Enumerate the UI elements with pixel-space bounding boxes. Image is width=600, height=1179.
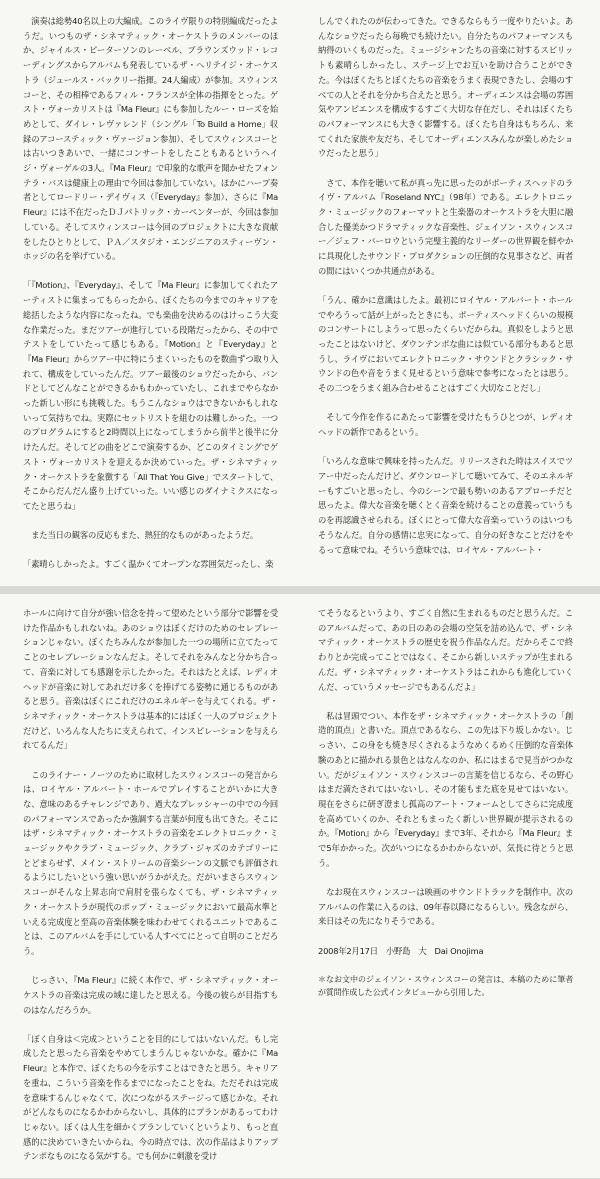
paragraph: このライナー・ノーツのために取材したスウィンスコーの発言からは、ロイヤル・アルバート・ホールでプレイすることがいかに大きな、意味のあるチャレンジであり、過大なプレッシャーの中での今回のパフォーマンスであったか強調する言葉が何度も出てきた。そこにはザ・シネマティック・オーケストラの音楽をエレクトロニック・ミュージックやクラブ・ミュージック、クラブ・ジャズのカテゴリーにとどまらせず、メイン・ストリームの音楽シーンの文脈でも評価されるようにしたいという強い思いがうかがえた。だがいまさらスウィンスコーがそんな上昇志向で肩肘を張らなくても、ザ・シネマティック・オーケストラが現代のポップ・ミュージックにおいて最高水準といえる完成度と至高の音楽体験を味わわせてくれるユニットであることは、このアルバムを手にしている人すべてにとって自明のことだろう。 xyxy=(23,769,278,956)
paragraph: なお現在スウィンスコーは映画のサウンドトラックを制作中。次のアルバムの作業に入るのは、09年春以降になるらしい。残念ながら、来日はその先になりそうである。 xyxy=(318,886,573,927)
paragraph: また当日の観客の反応もまた、熱狂的なものがあったようだ。 xyxy=(31,530,258,541)
quote-paragraph: 「素晴らしかったよ。すごく温かくてオープンな雰囲気だったし、楽 xyxy=(23,559,274,570)
quote-paragraph: 「『Motion』、『Everyday』、そして『Ma Fleur』に参加してくれたアーティストに集まってもらったから、ぼくたちの今までのキャリアを総括したような内容になったね。でも楽曲を決めるのはけっこう大変な作業だった。まだツアーが進行している段階だったから、その中でテストをしていたって感じもある。『Motion』と『Everyday』と『Ma Fleur』からツアー中に特にうまくいったものを数曲ずつ取り入れて、構成をしていったんだ。ツアー最後のショウだったから、バンドとしてどんなことができるかもわかっていたし、これまでやらなかった新しい形にも挑戦した。もうこんなショウはできないかもしれないって気持ちでね。実際にセットリストを組むのは難しかった。一つのプログラムにすると2時間以上になってしまうから前半と後半に分けたんだ。そしてどの曲をどこで演奏するか、どこのタイミングでゲスト・ヴォーカリストを迎えるか決めていった。ザ・シネマティック・オーケストラを象徴する「All That You Give」でスタートして、そこからだんだん盛り上げていった。いい感じのダイナミクスになってたと思うね」 xyxy=(23,280,278,511)
paragraph: しんでくれたのが伝わってきた。できるならもう一度やりたいよ。あんなショウだったら毎晩でも続けたい。自分たちのパフォーマンスも納得のいくものだった。ミュージシャンたちの音楽に対するスピリットも素晴らしかったし、ステージ上でお互いを助け合うことができた。今はぼくたちとぼくたちの音楽をうまく表現できたし、会場のすべての人とそれを分かち合えたと思う。オーディエンスは会場の雰囲気やアンビエンスを構成するすごく大切な存在だし、それはぼくたちのパフォーマンスにも大きく影響する。ぼくたち自身はもちろん、来てくれた家族や友だち、そしてオーディエンスみんなが楽しめたショウだったと思う」 xyxy=(318,16,573,159)
page-2-right-column xyxy=(318,606,573,1013)
quote-paragraph: 「ぼく自身は＜完成＞ということを目的にしてはいないんだ。もし完成したと思ったら音楽をやめてしまうんじゃないかな。確かに『Ma Fleur』と本作で、ぼくたちの今を示すことはできたと思う。キャリアを重ね、こういう音楽を作るまでになったことをね。ただそれは完成を意味するんじゃなくて、次につながるステージって感じかな。それがどんなものになるかわからないし、具体的にプランがあるってわけじゃない。ぼくは人生を細かくプランしていくというより、もっと直感的に決めていきたいからね。今の時点では、次の作品はよりアップテンポなものになる気がする。でも何かに刺激を受け xyxy=(23,1033,278,1162)
page-1-right-column xyxy=(318,14,573,572)
paragraph: そして今作を作るにあたって影響を受けたもうひとつが、レディオヘッドの新作であるという。 xyxy=(318,412,573,438)
liner-notes-page-1 xyxy=(0,0,600,586)
paragraph: じっさい、『Ma Fleur』に続く本作で、ザ・シネマティック・オーケストラの音楽は完成の域に達したと思える。今後の彼らが目指すものはなんだろうか。 xyxy=(23,975,278,1015)
page-1-left-column xyxy=(23,14,278,587)
page-2-left-column xyxy=(23,606,278,1179)
liner-notes-page-2 xyxy=(0,594,600,1178)
paragraph: ホールに向けて自分が強い信念を持って望めたという部分で影響を受けた作品かもしれないね。あのショウはぼくだけのためのセレブレーションじゃない。ぼくたちみんなが参加した一つの場所に立てたってことのセレブレーションなんだよ。そしてそれをみんなと分かち合って、音楽に対しても感謝を示したかった。それはたとえば、レディオヘッドが音楽に対してあれだけ多くを捧げてる姿勢に通じるものがあると思う。音楽はぼくにこれだけのエネルギーを与えてくれる。ザ・シネマティック・オーケストラは基本的にはぼく一人のプロジェクトだけど、いろんな人たちに支えられて、インスピレーションを与えられてるんだ」 xyxy=(23,608,278,751)
paragraph: 演奏は総勢40名以上の大編成。このライヴ限りの特別編成だったようだ。いつものザ・シネマティック・オーケストラのメンバーのほか、ジャイルス・ピーターソンのレーベル、ブラウンズウッド・レコーディングスからアルバムも発表しているザ・ヘリテイジ・オーケストラ（ジュールス・バックリー指揮。24人編成）が参加。スウィンスコーと、その相棒であるフィル・フランスが全体の指揮をとった。ゲスト・ヴォーカリストは『Ma Fleur』にも参加したルー・ローズを始めとして、ダイレ・レヴァレンド（シングル「To Build a Home」収録のアコースティック・ヴァージョン参加）、そしてスウィンスコーとは古いつきあいで、一緒にコンサートをしたこともあるというヘイジ・ヴォーゲルの3人。『Ma Fleur』で印象的な歌声を聞かせたフォンテラ・バスは健康上の理由で今回は参加していない。ほかにハープ奏者としてロードリー・デイヴィス（『Everyday』参加）、さらに『Ma Fleur』には不在だったＤＪパトリック・カーペンターが、今回は参加している。そしてスウィンスコーは今回のプロジェクトに大きな貢献をしたひとりとして、ＰＡ／スタジオ・エンジニアのスティーヴン・ホッジの名を挙げている。 xyxy=(23,16,278,262)
paragraph: てそうなるというより、すごく自然に生まれるものだと思うんだ。このアルバムだって、あの日のあの会場の空気を詰め込んで、ザ・シネマティック・オーケストラの歴史を祝う作品なんだ。だからそこで終わりとか完成ってことではなく、そこから新しいステップが生まれるんだ。ザ・シネマティック・オーケストラはこれからも進化していくんだ、っていうメッセージでもあるんだよ」 xyxy=(318,608,573,692)
author-signature: 2008年2月17日 小野島 大 Dai Onojima xyxy=(318,945,484,956)
quote-paragraph: 「いろんな意味で興味を持ったんだ。リリースされた時はスイスでツアー中だったんだけど、ダウンロードして聴いてみて、そのエネルギーもすごいと思ったし、今のシーンで最も勢いのあるアプローチだと思ったよ。偉大な音楽を聴くとく音楽を続けることの意義っていうものを再認識させられる。ぼくにとって偉大な音楽っていうのはいつもそうなんだ。自分の感情に忠実になって、自分の好きなことだけをやるって意味でね。そういう意味では、ロイヤル・アルバート・ xyxy=(318,456,573,555)
quote-paragraph: 「うん、確かに意識はしたよ。最初にロイヤル・アルバート・ホールでやろうって話が上がったときにも、ポーティスヘッドくらいの規模のコンサートにしようって思ったくらいだからね。真似をしようと思ったことはないけど、ダウンテンポな曲には似ている部分もあると思うし、ライヴにおいてエレクトロニック・サウンドとクラシック・サウンドの色や音をうまく見せるという意味で参考になったとは思う。その二つをうまく組み合わせることはすごく大切なことだし」 xyxy=(318,294,573,394)
footnote: ＊なお文中のジェイソン・スウィンスコーの発言は、本稿のために筆者が質問作成した公式インタビューから引用した。 xyxy=(318,974,573,997)
paragraph: 私は冒頭でつい、本作をザ・シネマティック・オーケストラの「創造的頂点」と書いた。頂点であるなら、この先は下り坂しかない。じっさい、この身をも焼き尽くされるようなめくるめく圧倒的な音楽体験のあとに描かれる景色とはなんなのか、私にはまるで見当がつかない。だがジェイソン・スウィンスコーの言葉を信じるなら、その野心はまだ満たされてはいないし、その才能もまた底を見せてはいない。現在をさらに研ぎ澄まし孤高のアート・フォームとしてさらに完成度を高めていくのか、それともまったく新しい世界観が提示されるのか。『Motion』から『Everyday』まで3年、それから『Ma Fleur』まで5年かかった。次がいつになるかわからないが、気長に待とうと思う。 xyxy=(318,710,573,868)
paragraph: さて、本作を聴いて私が真っ先に思ったのがポーティスヘッドのライヴ・アルバム『Roseland NYC』（98年）である。エレクトロニック・ミュージックのフォーマットと生楽器のオーケストラを大胆に融合した優美かつドラマティックな音楽性、ジェイソン・スウィンスコー／ジェフ・バーロウという完璧主義的なリーダーの世界観を鮮やかに具現化したサウンド・プロダクションの圧倒的な見事さなど、両者の間にはいくつか共通点がある。 xyxy=(318,177,573,276)
